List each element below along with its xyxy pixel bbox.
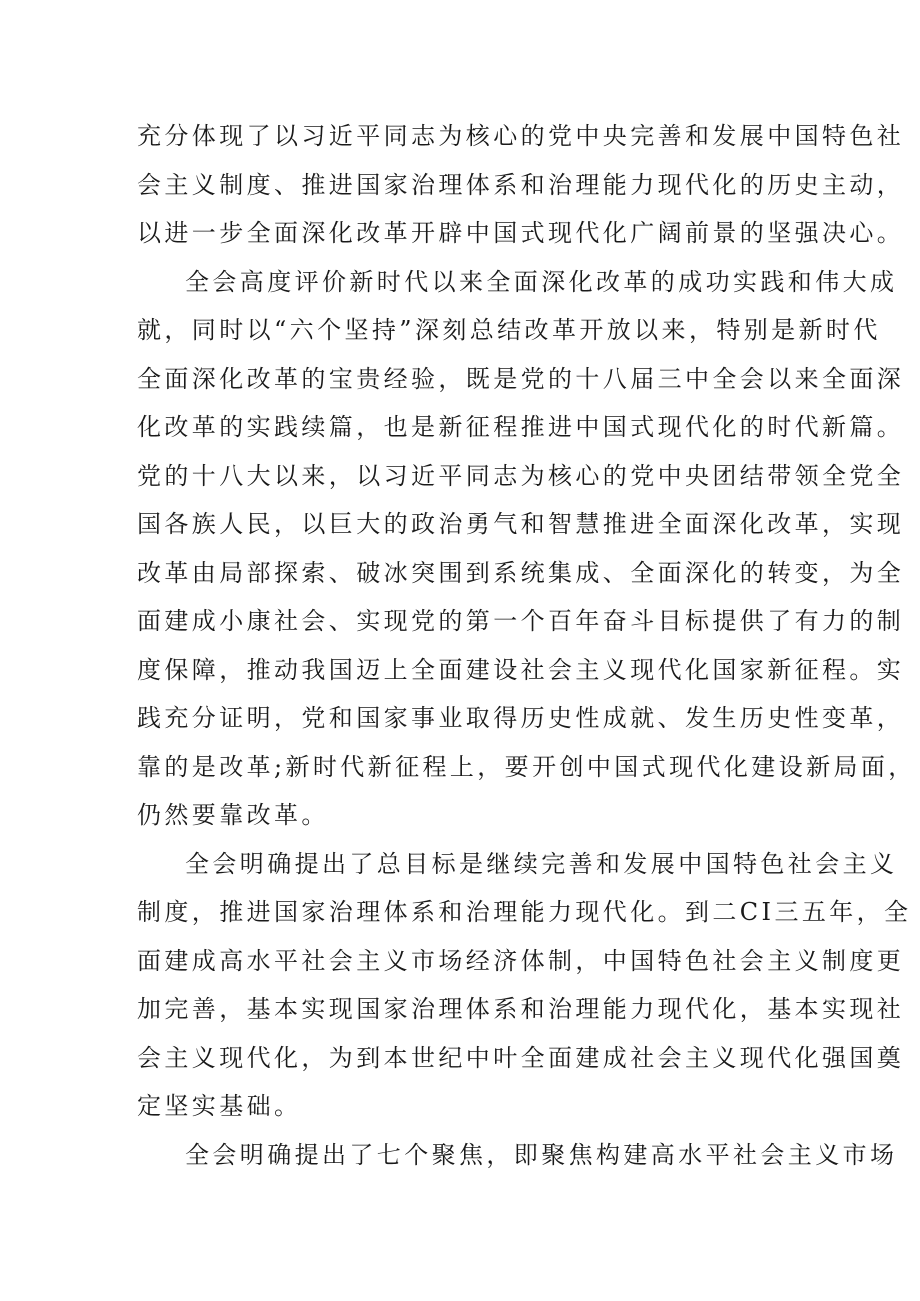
text-line: 靠的是改革;新时代新征程上，要开创中国式现代化建设新局面， [137,752,916,781]
text-line: 全会明确提出了七个聚焦，即聚焦构建高水平社会主义市场 [185,1140,898,1169]
text-line: 党的十八大以来，以习近平同志为核心的党中央团结带领全党全 [137,461,905,490]
text-line: 以进一步全面深化改革开辟中国式现代化广阔前景的坚强决心。 [137,219,905,247]
paragraph-3 [137,840,912,1131]
paragraph-4 [137,1131,898,1180]
text-line: 改革由局部探索、破冰突围到系统集成、全面深化的转变，为全 [137,558,905,587]
paragraph-2 [137,258,916,840]
text-line: 面建成高水平社会主义市场经济体制，中国特色社会主义制度更 [137,946,905,975]
paragraph-1 [137,112,905,258]
text-line: 度保障，推动我国迈上全面建设社会主义现代化国家新征程。实 [137,655,905,684]
text-line: 全面深化改革的宝贵经验，既是党的十八届三中全会以来全面深 [137,364,905,393]
text-line: 化改革的实践续篇，也是新征程推进中国式现代化的时代新篇。 [137,413,905,441]
document-body [137,112,916,1179]
text-line: 践充分证明，党和国家事业取得历史性成就、发生历史性变革， [137,704,905,732]
text-line: 制度，推进国家治理体系和治理能力现代化。到二CI三五年，全 [137,898,912,926]
text-line: 加完善，基本实现国家治理体系和治理能力现代化，基本实现社 [137,995,905,1023]
text-line: 全会高度评价新时代以来全面深化改革的成功实践和伟大成 [185,267,898,296]
text-line: 充分体现了以习近平同志为核心的党中央完善和发展中国特色社 [137,122,905,150]
text-line: 全会明确提出了总目标是继续完善和发展中国特色社会主义 [185,849,898,878]
text-line: 就，同时以“六个坚持”深刻总结改革开放以来，特别是新时代 [137,316,881,344]
text-line: 会主义制度、推进国家治理体系和治理能力现代化的历史主动， [137,170,905,199]
text-line: 会主义现代化，为到本世纪中叶全面建成社会主义现代化强国奠 [137,1043,905,1072]
text-line: 仍然要靠改革。 [137,801,329,829]
text-line: 定坚实基础。 [137,1092,302,1120]
text-line: 面建成小康社会、实现党的第一个百年奋斗目标提供了有力的制 [137,607,905,635]
text-line: 国各族人民，以巨大的政治勇气和智慧推进全面深化改革，实现 [137,510,905,538]
